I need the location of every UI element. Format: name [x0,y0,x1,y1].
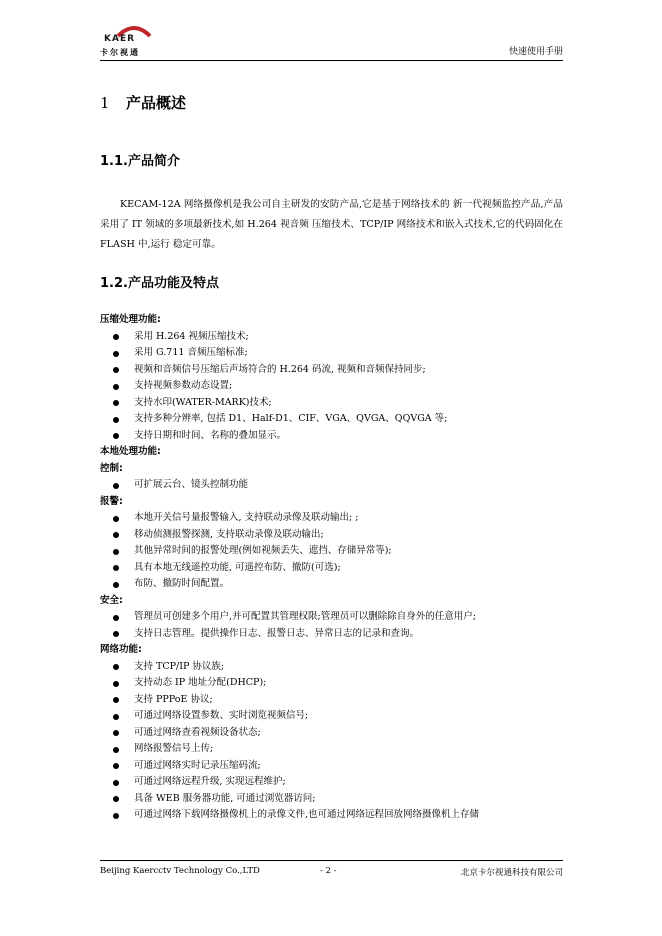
list-item [100,626,570,643]
list-item [100,411,570,428]
list-item-text: 其他异常时间的报警处理(例如视频丢失、遮挡、存储异常等); [134,545,392,556]
bullet-icon [113,664,119,670]
logo-brand: KAER [104,34,136,44]
list-item [100,791,570,808]
list-item [100,378,570,395]
chapter-number: 1 [100,94,110,112]
list-item-text: 支持 PPPoE 协议; [134,693,213,705]
bullet-icon [113,384,119,390]
chapter-title: 产品概述 [126,94,187,112]
list-item [100,807,570,824]
list-item [100,345,570,362]
bullet-icon [113,483,119,489]
list-item [100,543,570,560]
bullet-icon [113,433,119,439]
bullet-icon [113,367,119,373]
list-item [100,758,570,775]
logo-cn: 卡尔视通 [100,48,140,57]
list-item [100,329,570,346]
bullet-icon [113,400,119,406]
bullet-icon [113,697,119,703]
bullet-icon [113,813,119,819]
list-item-text: 可通过网络实时记录压缩码流; [134,759,261,771]
list-item [100,725,570,742]
bullet-icon [113,565,119,571]
list-item [100,708,570,725]
bullet-icon [113,334,119,340]
list-item-text: 支持动态 IP 地址分配(DHCP); [134,677,267,688]
feature-group-heading: 报警: [100,495,123,507]
list-item [100,395,570,412]
intro-paragraph: KECAM-12A 网络摄像机是我公司自主研发的安防产品,它是基于网络技术的 新一代视频监控产品,产品采用了 IT 领域的多项最新技术,如 H.264 视音频 压缩技术、TCP/IP 网络技术和嵌入式技术,它的代码固化在 FLASH 中,运行 稳定可靠。 [100,199,563,250]
bullet-icon [113,631,119,637]
bullet-icon [113,796,119,802]
page-header [100,22,563,61]
bullet-icon [113,780,119,786]
page-footer [100,866,563,880]
list-item [100,692,570,709]
bullet-icon [113,730,119,736]
list-item-text: 网络报警信号上传; [134,743,214,754]
page-number: - 2 - [320,866,337,876]
list-item [100,741,570,758]
list-item [100,428,570,445]
list-item [100,675,570,692]
list-item [100,510,570,527]
list-item-text: 支持日志管理。提供操作日志、报警日志、异常日志的记录和查询。 [134,627,420,639]
list-item [100,560,570,577]
feature-list [100,312,570,824]
feature-group-heading: 压缩处理功能: [100,314,161,325]
bullet-icon [113,747,119,753]
bullet-icon [113,714,119,720]
list-item-text: 视频和音频信号压缩后声场符合的 H.264 码流, 视频和音频保持同步; [134,363,426,375]
footer-divider [100,860,563,861]
list-item-text: 可扩展云台、镜头控制功能 [134,479,249,490]
list-item-text: 支持日期和时间、名称的叠加显示。 [134,429,287,441]
footer-company-cn: 北京卡尔视通科技有限公司 [460,868,563,878]
bullet-icon [113,417,119,423]
feature-group-heading: 安全: [100,594,123,606]
chapter-heading [100,92,186,113]
list-item-text: 支持多种分辨率, 包括 D1、Half-D1、CIF、VGA、QVGA、QQVGA 等; [134,413,448,424]
list-item [100,576,570,593]
list-item [100,659,570,676]
footer-company-en: Beijing Kaercctv Technology Co.,LTD [100,866,260,876]
list-item-text: 移动侦测报警探测, 支持联动录像及联动输出; [134,528,324,540]
list-item [100,477,570,494]
list-item-text: 可通过网络下载网络摄像机上的录像文件,也可通过网络远程回放网络摄像机上存储 [134,809,480,820]
list-item-text: 支持水印(WATER-MARK)技术; [134,396,272,408]
bullet-icon [113,763,119,769]
section-heading-intro: 1.1.产品简介 [100,154,180,169]
section-heading-features: 1.2.产品功能及特点 [100,276,219,291]
list-item [100,527,570,544]
list-item-text: 具有本地无线遥控功能, 可遥控布防、撤防(可选); [134,561,341,573]
bullet-icon [113,549,119,555]
header-title: 快速使用手册 [508,47,563,57]
bullet-icon [113,351,119,357]
feature-group-heading: 本地处理功能: [100,446,161,457]
bullet-icon [113,582,119,588]
list-item-text: 管理员可创建多个用户,并可配置其管理权限;管理员可以删除除自身外的任意用户; [134,611,476,622]
list-item [100,774,570,791]
list-item [100,609,570,626]
list-item-text: 支持视频参数动态设置; [134,380,233,391]
company-logo [100,26,162,58]
list-item-text: 采用 H.264 视频压缩技术; [134,330,249,342]
bullet-icon [113,681,119,687]
list-item-text: 可通过网络设置参数、实时浏览视频信号; [134,710,309,721]
bullet-icon [113,532,119,538]
feature-group-heading: 控制: [100,462,123,474]
list-item-text: 布防、撤防时间配置。 [134,578,230,589]
list-item-text: 支持 TCP/IP 协议族; [134,660,225,672]
bullet-icon [113,516,119,522]
list-item-text: 本地开关信号量报警输入, 支持联动录像及联动输出; ; [134,512,359,523]
bullet-icon [113,615,119,621]
list-item [100,362,570,379]
feature-group-heading: 网络功能: [100,644,142,655]
list-item-text: 可通过网络远程升级, 实现远程维护; [134,776,286,787]
list-item-text: 采用 G.711 音频压缩标准; [134,347,248,358]
list-item-text: 可通过网络查看视频设备状态; [134,726,261,738]
list-item-text: 具备 WEB 服务器功能, 可通过浏览器访问; [134,792,316,804]
